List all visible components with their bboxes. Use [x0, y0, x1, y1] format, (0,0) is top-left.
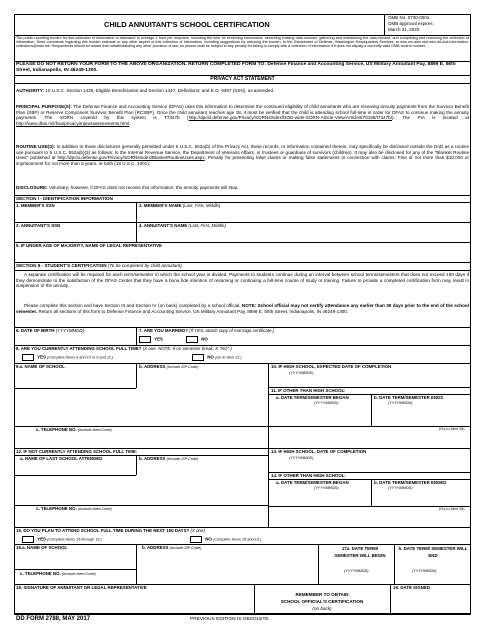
last-school-phone-hint: (Include Area Code) [77, 507, 112, 511]
purpose-mid: ). The PIA is located at [391, 115, 469, 121]
pia-link[interactable]: http://www.dfas.mil/foia/privacyimpactassessments.html [16, 121, 130, 127]
school-phone-hint: (Include Area Code) [77, 428, 112, 432]
attending-no-checkbox[interactable] [192, 354, 204, 361]
member-name-field[interactable] [137, 209, 470, 218]
disclosure-text: Voluntary; however, if DFAS does not receive this information, the annuity payments will stop. [48, 185, 239, 190]
form-title: CHILD ANNUITANT'S SCHOOL CERTIFICATION [104, 20, 270, 29]
plan-attend-hint: (X one) [190, 528, 205, 533]
married-no-option[interactable] [186, 336, 208, 343]
member-ssn-field[interactable] [14, 209, 136, 218]
purpose-end: . [129, 121, 131, 127]
reminder-line-1: REMEMBER TO OBTAIN [295, 592, 349, 597]
school-phone-label [36, 427, 112, 433]
member-name-hint: (Last, First, Middle) [182, 203, 221, 208]
attending-yes-hint: (Complete Items 9 and 10 or 9 and 11.) [47, 355, 114, 360]
purpose-text: The Defense Finance and Accounting Service (DFAS) uses this information to determine the continued eligibility of child annuitants who are receiving annuity payments from the Survivor Benefit Plan (SBP) or Reserve Component Survivor Benefit Plan (RCSBP). Once the child annuitant reaches age 18, it must be verified that the child is attending school full-time in order for DFAS to continue making the annuity payments. The SORN covered by this system is T7347b ( [16, 104, 469, 121]
attending-no-option[interactable] [192, 354, 242, 361]
section2-note-b: NOTE: School official may not certify attendance any earlier than 30 days prior to the end of the school semester. [16, 303, 469, 314]
plan-attend-no-checkbox[interactable] [190, 536, 202, 543]
term-will-begin-hint: (YYYYMMDD) [344, 569, 369, 573]
routine-use-paragraph [16, 144, 469, 167]
next-school-phone-text: c. TELEPHONE NO. [20, 571, 61, 576]
dob-label [16, 328, 84, 334]
term-began-2-field[interactable] [269, 492, 371, 505]
attending-no-label: NO [207, 354, 214, 360]
school-address-text: b. ADDRESS [139, 364, 166, 369]
attending-yes-label: YES [37, 354, 46, 360]
section2-instructions: A separate certification will be required for each term/semester in which the school year is divided. Payments to students continue during an interval between school terms/semesters that does not exceed 150 days if they demonstrate to the satisfaction of the DFAS Center that they have a bona fide intention of resuming or continuing a full-time course of study or training. Failure to provide a completed certification form may result in suspension of the annuity. [16, 272, 469, 289]
attending-yes-option[interactable] [22, 354, 113, 361]
attending-hint: (X one. NOTE: If on semester break, X "NO".) [142, 346, 232, 351]
attending-yes-checkbox[interactable] [22, 354, 34, 361]
last-school-address-label [139, 456, 198, 462]
edition-note: PREVIOUS EDITION IS OBSOLETE. [190, 617, 270, 622]
purpose-label: PRINCIPAL PURPOSE(S): [16, 104, 72, 109]
term-will-end-hint: (YYYYMMDD) [412, 569, 437, 573]
burden-statement: The public reporting burden for this collection of information is estimated to average 1 hour per response, including the time for reviewing instructions, searching existing data sources, gathering and maintaining the data needed, and completing and reviewing the collection of information. Send comments regarding this burden estimate or any other aspect of this collection of information, including suggestions for reducing the burden, to the Department of Defense, Washington Headquarters Services, at whs.mc-alex.esd.mbx.dd-dod-information-collections@mail.mil. Respondents should be aware that notwithstanding any other provision of law, no person shall be subject to any penalty for failing to comply with a collection of information if it does not display a currently valid OMB control number. [16, 36, 469, 49]
plan-attend-label [16, 528, 205, 534]
blanket-routine-link[interactable]: http://dpclo.defense.gov/Privacy/SORNsIndex/BlanketRoutineUses.aspx [57, 155, 205, 161]
school-name-label: 9.a. NAME OF SCHOOL [16, 364, 65, 369]
married-text: 7. ARE YOU MARRIED? [139, 328, 189, 333]
plan-attend-no-label: NO [205, 536, 212, 542]
next-school-name-field[interactable] [14, 551, 136, 568]
married-yes-option[interactable] [139, 336, 163, 343]
legal-rep-label: 5. IF UNDER AGE OF MAJORITY, NAME OF LEGAL REPRESENTATIVE [16, 243, 162, 248]
authority-label: AUTHORITY: [16, 88, 44, 93]
routine-label: ROUTINE USE(S): [16, 144, 56, 149]
term-began-field[interactable] [269, 407, 371, 425]
section2-note-c: Return all sections of this form to Defense Finance and Accounting Service, US Military Annuitant Pay, 8899 E. 56th Street, Indianapolis, IN 46249-1300. [37, 308, 349, 314]
hs-completion-field[interactable] [269, 376, 470, 386]
section2-note [16, 303, 469, 314]
signature-label: 18. SIGNATURE OF ANNUITANT OR LEGAL REPRESENTATIVE [16, 585, 147, 590]
term-ends-label: b. DATE TERM/SEMESTER ENDS [374, 395, 444, 400]
disclosure-paragraph [16, 185, 469, 191]
school-phone-field[interactable] [14, 433, 268, 447]
routine-text: In addition to those disclosures generally permitted under 5 U.S.C. 552a(b) of the Privacy Act, these records, or information contained therein, may specifically be disclosed outside the DoD as a routine use pursuant to 5 U.S.C. 552a(b)(3) as follows: to the Internal Revenue Service, the Department of Veterans Affairs, or trustees or guardians of survivors (children). It may also be disclosed for any of the "Blanket Routine Uses" published at [16, 144, 470, 161]
last-school-field[interactable] [14, 462, 136, 474]
hs-date-completion-field[interactable] [269, 461, 470, 471]
married-no-checkbox[interactable] [186, 336, 198, 343]
term-ended-hint: (YYYYMMDD) [388, 486, 413, 490]
school-name-field[interactable] [14, 371, 136, 388]
disclosure-label: DISCLOSURE: [16, 185, 48, 190]
last-school-address-text: b. ADDRESS [139, 456, 166, 461]
section2-heading-hint: (To be completed by child annuitant) [107, 263, 182, 268]
plan-attend-text: 15. DO YOU PLAN TO ATTEND SCHOOL FULL TIME DURING THE NEXT 150 DAYS? [16, 528, 190, 533]
next-school-address-field[interactable] [137, 551, 318, 583]
married-label [139, 328, 274, 334]
plan-attend-yes-checkbox[interactable] [22, 536, 34, 543]
member-name-label [139, 203, 220, 209]
plan-attend-no-hint: (Complete Items 18 and 19.) [213, 537, 262, 542]
last-school-phone-label [36, 506, 112, 512]
section2-heading-text: SECTION II - STUDENT'S CERTIFICATION [16, 263, 107, 268]
annuitant-name-text: 4. ANNUITANT'S NAME [139, 223, 188, 228]
term-ends-hint: (YYYYMMDD) [388, 401, 413, 405]
next-school-address-text: b. ADDRESS [142, 545, 169, 550]
last-school-phone-text: c. TELEPHONE NO. [36, 506, 77, 511]
member-ssn-label: 1. MEMBER'S SSN [16, 203, 55, 208]
sorn-link[interactable]: http://dpcld.defense.gov/Privacy/SORNsIndex/DOD-wide-SORN-Article-View/Article/570196/t7347b/ [188, 115, 392, 121]
annuitant-ssn-label: 3. ANNUITANT'S SSN [16, 223, 61, 228]
privacy-heading: PRIVACY ACT STATEMENT [210, 76, 275, 82]
last-school-address-field[interactable] [137, 462, 268, 504]
section1-heading: SECTION I - IDENTIFICATION INFORMATION [16, 196, 113, 201]
other-school-2-label: 14. IF OTHER THAN HIGH SCHOOL: [271, 473, 346, 478]
return-notice: PLEASE DO NOT RETURN YOUR FORM TO THE ABOVE ORGANIZATION. RETURN COMPLETED FORM TO: Defense Finance and Accounting Service, US Military Annuitant Pay, 8899 E. 56th Street, Indianapolis, IN 46249-1300. [16, 62, 456, 74]
dob-text: 6. DATE OF BIRTH [16, 328, 55, 333]
hs-completion-label: 10. IF HIGH SCHOOL, EXPECTED DATE OF COMPLETION [271, 364, 392, 369]
annuitant-name-hint: (Last, First, Middle) [188, 223, 226, 228]
next-school-address-hint: (Include ZIP Code) [169, 546, 202, 550]
reminder-line-2: SCHOOL OFFICIAL'S CERTIFICATION [280, 599, 364, 604]
next-school-name-label: 16.a. NAME OF SCHOOL [16, 545, 68, 550]
dob-hint: (YYYYMMDD) [55, 328, 84, 333]
school-address-hint: (Include ZIP Code) [166, 365, 199, 369]
next-school-phone-label [20, 571, 96, 577]
date-signed-label: 19. DATE SIGNED [393, 585, 431, 590]
annuitant-name-field[interactable] [137, 229, 470, 241]
plan-attend-yes-label: YES [37, 536, 46, 542]
signature-field[interactable] [14, 591, 254, 613]
authority-paragraph [16, 88, 469, 94]
annuitant-ssn-field[interactable] [14, 229, 136, 241]
goto-item15-note-1: (Go to Item 15) [439, 427, 465, 431]
attending-text: 8. ARE YOU CURRENTLY ATTENDING SCHOOL FULL TIME? [16, 346, 142, 351]
hs-completion-hint: (YYYYMMDD) [289, 371, 314, 375]
reminder-line-3: (on back) [312, 606, 332, 611]
date-signed-field[interactable] [391, 591, 470, 613]
term-began-hint: (YYYYMMDD) [314, 401, 339, 405]
omb-number: OMB No. 0730-0001 [388, 15, 430, 20]
section2-note-a: Please complete this section and have Section III and Section IV (on back) completed by a school official. [24, 303, 242, 308]
married-hint: (If YES, attach copy of marriage certificate.) [189, 328, 275, 333]
form-identifier: DD FORM 2788, MAY 2017 [16, 616, 91, 622]
term-began-label: a. DATE TERM/SEMESTER BEGAN [276, 395, 349, 400]
dd-form-2788 [14, 14, 471, 626]
attending-no-hint: (Go to Item 12.) [215, 355, 242, 360]
term-ended-field[interactable] [372, 492, 470, 505]
hs-date-completion-hint: (YYYYMMDD) [289, 456, 314, 460]
married-no-label: NO [201, 336, 208, 342]
omb-expiration-date: March 31, 2020 [388, 27, 420, 32]
dob-field[interactable] [14, 334, 136, 344]
routine-end: . Penalty for presenting false claims or making false statements in connection with claims: Fine of not more than $10,000 or imprisonment for not more than 5 years, or both (18 U.S.C. 1001). [16, 155, 469, 167]
plan-attend-yes-option[interactable] [22, 536, 102, 543]
plan-attend-no-option[interactable] [190, 536, 261, 543]
last-school-phone-field[interactable] [14, 512, 268, 526]
school-phone-text: c. TELEPHONE NO. [36, 427, 77, 432]
hs-date-completion-label: 13. IF HIGH SCHOOL, DATE OF COMPLETION [271, 449, 367, 454]
annuitant-name-label [139, 223, 226, 229]
next-school-address-label [142, 545, 201, 551]
last-school-address-hint: (Include ZIP Code) [166, 457, 199, 461]
school-address-label [139, 364, 198, 370]
goto-item15-note-2: (Go to Item 15) [439, 507, 465, 511]
term-began-2-label: a. DATE TERM/SEMESTER BEGAN [276, 480, 349, 485]
married-yes-checkbox[interactable] [139, 336, 151, 343]
not-attending-label: 12. IF NOT CURRENTLY ATTENDING SCHOOL FULL TIME: [16, 449, 138, 454]
term-will-begin-label: 17a. DATE TERM/ SEMESTER WILL BEGIN [334, 546, 386, 559]
plan-attend-yes-hint: (Complete Items 16 through 19.) [47, 537, 102, 542]
term-began-2-hint: (YYYYMMDD) [314, 486, 339, 490]
attending-label [16, 346, 232, 352]
school-address-field[interactable] [137, 371, 268, 426]
term-ended-label: b. DATE TERM/SEMESTER ENDED [374, 480, 447, 485]
term-ends-field[interactable] [372, 407, 470, 425]
authority-text: 10 U.S.C. Section 1435, Eligible Beneficiaries and Section 1447, Definitions; and E.O. 9397 (SSN), as amended. [45, 88, 275, 93]
section2-heading [16, 263, 182, 269]
next-school-phone-hint: (Include Area Code) [61, 572, 96, 576]
omb-approval-label: OMB approval expires: [388, 21, 434, 26]
other-school-label: 11. IF OTHER THAN HIGH SCHOOL: [271, 388, 346, 393]
legal-rep-field[interactable] [14, 249, 470, 261]
married-yes-label: YES [154, 336, 163, 342]
term-will-end-label: b. DATE TERM/ SEMESTER WILL END [398, 546, 468, 559]
purpose-paragraph [16, 104, 469, 127]
member-name-text: 2. MEMBER'S NAME [139, 203, 182, 208]
last-school-label: a. NAME OF LAST SCHOOL ATTENDED [20, 456, 103, 461]
